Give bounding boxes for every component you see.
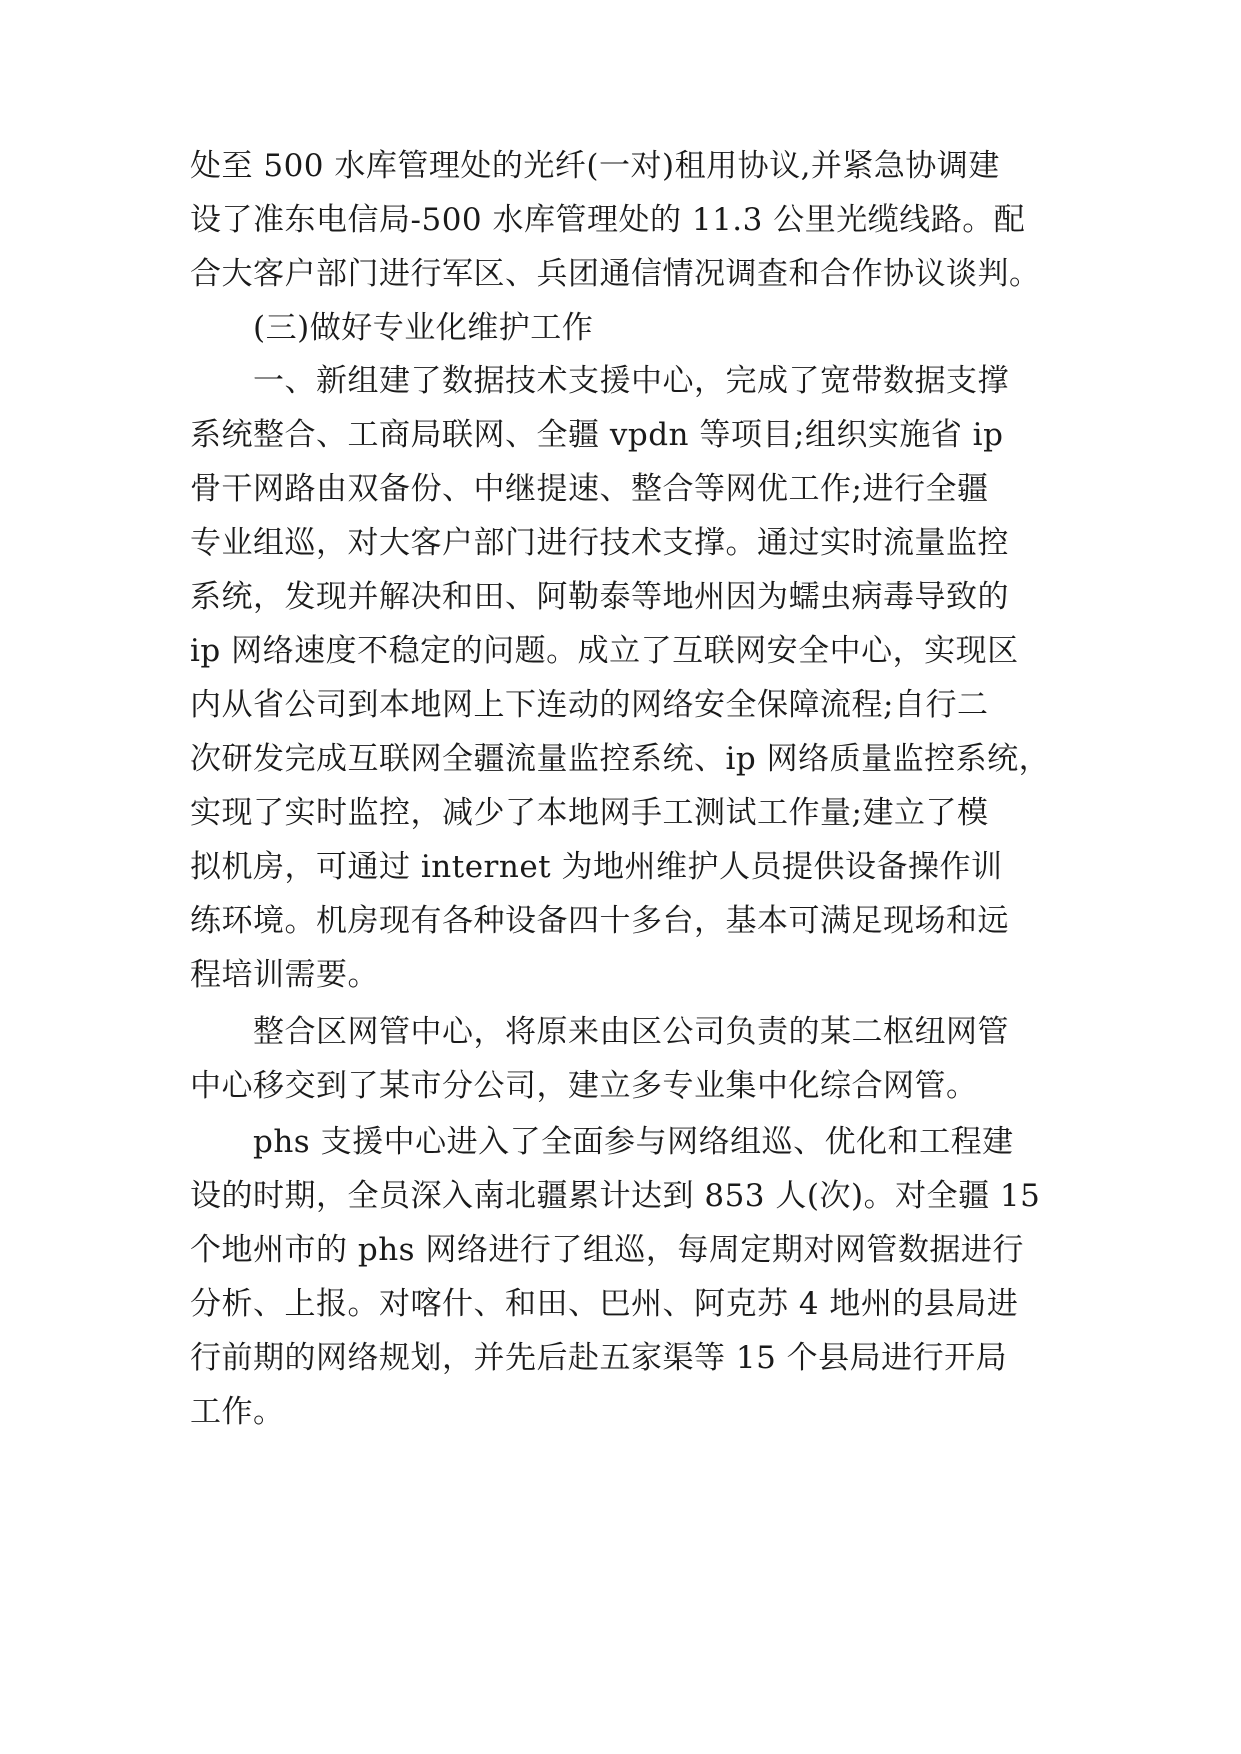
text-line: 处至 500 水库管理处的光纤(一对)租用协议,并紧急协调建 bbox=[190, 148, 1000, 184]
text-line: 个地州市的 phs 网络进行了组巡，每周定期对网管数据进行 bbox=[190, 1232, 1024, 1268]
text-line: 专业组巡，对大客户部门进行技术支撑。通过实时流量监控 bbox=[190, 525, 1009, 561]
text-line: 分析、上报。对喀什、和田、巴州、阿克苏 4 地州的县局进 bbox=[190, 1286, 1019, 1322]
text-line: 骨干网路由双备份、中继提速、整合等网优工作;进行全疆 bbox=[190, 471, 989, 507]
text-line: 整合区网管中心，将原来由区公司负责的某二枢纽网管 bbox=[253, 1014, 1009, 1050]
section-heading: (三)做好专业化维护工作 bbox=[253, 310, 594, 346]
text-line: 行前期的网络规划，并先后赴五家渠等 15 个县局进行开局 bbox=[190, 1340, 1008, 1376]
text-line: 系统整合、工商局联网、全疆 vpdn 等项目;组织实施省 ip bbox=[190, 417, 1004, 453]
text-line: 工作。 bbox=[190, 1394, 285, 1430]
text-line: 中心移交到了某市分公司，建立多专业集中化综合网管。 bbox=[190, 1068, 978, 1104]
text-line: 程培训需要。 bbox=[190, 957, 379, 993]
text-line: 拟机房，可通过 internet 为地州维护人员提供设备操作训 bbox=[190, 849, 1003, 885]
text-line: 设了准东电信局-500 水库管理处的 11.3 公里光缆线路。配 bbox=[190, 202, 1026, 238]
text-line: 一、新组建了数据技术支援中心，完成了宽带数据支撑 bbox=[253, 363, 1009, 399]
text-line: 练环境。机房现有各种设备四十多台，基本可满足现场和远 bbox=[190, 903, 1009, 939]
text-line: 实现了实时监控，减少了本地网手工测试工作量;建立了模 bbox=[190, 795, 989, 831]
text-line: 内从省公司到本地网上下连动的网络安全保障流程;自行二 bbox=[190, 687, 989, 723]
text-line: ip 网络速度不稳定的问题。成立了互联网安全中心，实现区 bbox=[190, 633, 1019, 669]
text-line: 系统，发现并解决和田、阿勒泰等地州因为蠕虫病毒导致的 bbox=[190, 579, 1009, 615]
text-line: phs 支援中心进入了全面参与网络组巡、优化和工程建 bbox=[253, 1124, 1014, 1160]
text-line: 合大客户部门进行军区、兵团通信情况调查和合作协议谈判。 bbox=[190, 256, 1041, 292]
text-line: 设的时期，全员深入南北疆累计达到 853 人(次)。对全疆 15 bbox=[190, 1178, 1041, 1214]
text-line: 次研发完成互联网全疆流量监控系统、ip 网络质量监控系统， bbox=[190, 741, 1051, 777]
